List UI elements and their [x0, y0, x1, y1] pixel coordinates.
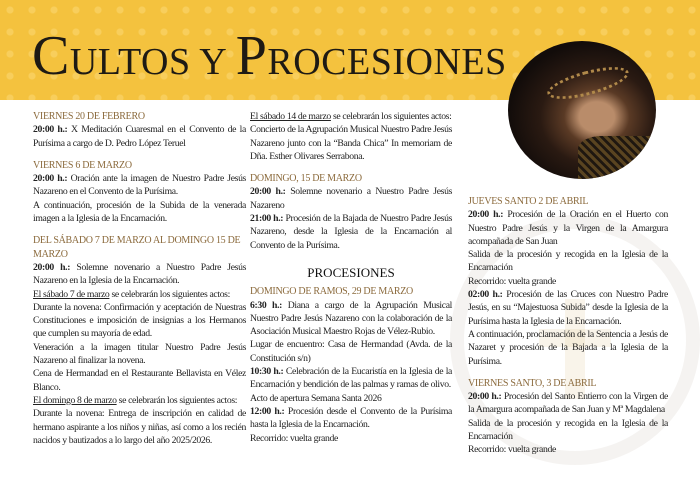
event-text: Solemne novenario a Nuestro Padre Jesús Nazareno en la Iglesia de la Encarnación.	[33, 261, 246, 287]
event-text: Salida de la procesión y recogida en la Iglesia de la Encarnación	[468, 249, 668, 274]
event-section	[468, 377, 668, 457]
event-text: Diana a cargo de la Agrupación Musical Nuestro Padre Jesús Nazareno con la colaboración de la Asociación Musical Maestro Rojas de Vélez-Rubio.	[250, 299, 452, 338]
event-text: Procesión desde el Convento de la Purísima hasta la Iglesia de la Encarnación.	[250, 405, 452, 431]
event-time: 12:00 h.:	[250, 405, 285, 417]
event-text: Recorrido: vuelta grande	[468, 444, 556, 456]
event-text: se celebrarán los siguientes actos:	[116, 394, 238, 406]
event-section	[250, 172, 452, 252]
title-initial-c: C	[32, 25, 70, 87]
event-paragraph	[33, 123, 246, 150]
event-date-heading: JUEVES SANTO 2 DE ABRIL	[468, 196, 589, 207]
event-time: 21:00 h.:	[250, 213, 284, 225]
page-title	[32, 25, 507, 87]
event-paragraph	[33, 261, 246, 288]
event-paragraph	[468, 417, 668, 444]
event-time: 20:00 h.:	[33, 173, 68, 185]
event-section	[250, 285, 452, 445]
event-paragraph	[250, 405, 452, 432]
event-text: Procesión de la Bajada de Nuestro Padre Jesús Nazareno, desde la Iglesia de la Encarnación al Convento de la Purísima.	[250, 213, 452, 251]
event-paragraph	[250, 432, 452, 445]
event-text: A continuación, proclamación de la Sentencia a Jesús de Nazaret y procesión de la Bajada a la Iglesia de la Purísima.	[468, 328, 668, 367]
event-date-heading: DEL SÁBADO 7 DE MARZO AL DOMINGO 15 DE MARZO	[33, 235, 241, 260]
event-date-underlined: El domingo 8 de marzo	[33, 394, 117, 406]
event-text: Oración ante la imagen de Nuestro Padre Jesús Nazareno en el Convento de la Purísima.	[33, 173, 246, 198]
event-paragraph	[33, 288, 246, 301]
event-text: Acto de apertura Semana Santa 2026	[250, 392, 382, 404]
event-time: 20:00 h.:	[33, 261, 71, 273]
event-paragraph	[250, 123, 452, 163]
column-3	[468, 195, 668, 466]
event-time: 10:30 h.:	[250, 366, 284, 378]
event-paragraph	[33, 407, 246, 447]
event-time: 20:00 h.:	[250, 186, 286, 198]
event-paragraph	[468, 328, 668, 368]
event-section	[468, 195, 668, 368]
event-paragraph	[33, 301, 246, 341]
procesiones-heading: PROCESIONES	[307, 264, 395, 280]
event-text: Concierto de la Agrupación Musical Nuestro Padre Jesús Nazareno junto con la “Banda Chica” In memoriam de Dña. Esther Olivares Serrabona.	[250, 124, 452, 162]
event-text: Procesión de las Cruces con Nuestro Padre Jesús, en su “Majestuosa Subida” desde la Iglesia de la Purísima hasta la Iglesia de la Encarnación.	[468, 289, 668, 327]
event-section	[33, 110, 246, 150]
event-paragraph	[468, 208, 668, 248]
jesus-nazareno-portrait-icon	[508, 41, 656, 179]
column-1	[33, 110, 246, 456]
event-section	[33, 159, 246, 225]
event-text: X Meditación Cuaresmal en el Convento de la Purísima a cargo de D. Pedro López Teruel	[33, 124, 246, 149]
event-text: Recorrido: vuelta grande	[468, 275, 556, 287]
event-time: 20:00 h.:	[468, 391, 502, 403]
event-paragraph	[250, 185, 452, 212]
title-word-1: ULTOS Y	[69, 41, 236, 83]
event-paragraph	[250, 365, 452, 392]
event-time: 20:00 h.:	[468, 209, 504, 221]
event-text: Procesión de la Oración en el Huerto con Nuestro Padre Jesús y la Virgen de la Amargura acompañada de San Juan	[468, 209, 668, 247]
event-date-heading: DOMINGO DE RAMOS, 29 DE MARZO	[250, 286, 413, 298]
event-text: se celebrarán los siguientes actos:	[109, 288, 230, 300]
event-paragraph	[33, 367, 246, 394]
event-paragraph	[468, 288, 668, 328]
event-paragraph	[468, 443, 668, 456]
event-paragraph	[250, 392, 452, 405]
event-paragraph	[33, 394, 246, 407]
event-text: Lugar de encuentro: Casa de Hermandad (Avda. de la Constitución s/n)	[250, 339, 452, 364]
event-paragraph	[33, 199, 246, 226]
event-paragraph	[468, 275, 668, 288]
event-paragraph	[250, 110, 452, 123]
event-paragraph	[250, 212, 452, 252]
event-paragraph	[250, 299, 452, 339]
event-date-underlined: El sábado 7 de marzo	[33, 288, 110, 300]
event-text: Procesión del Santo Entierro con la Virgen de la Amargura acompañada de San Juan y Mª Magdalena	[468, 391, 668, 416]
event-section	[250, 110, 452, 163]
event-text: Durante la novena: Confirmación y aceptación de Nuestras Constituciones e imposición de insignias a los Hermanos que cumplen su mayoría de edad.	[33, 301, 246, 340]
crown-of-thorns	[544, 61, 631, 106]
event-paragraph	[468, 390, 668, 417]
event-date-heading: DOMINGO, 15 DE MARZO	[250, 173, 362, 185]
event-text: se celebrarán los siguientes actos:	[330, 111, 452, 122]
event-time: 6:30 h.:	[250, 299, 283, 311]
event-text: A continuación, procesión de la Subida de la venerada imagen a la Iglesia de la Encarnación.	[33, 199, 246, 225]
event-text: Veneración a la imagen titular Nuestro Padre Jesús Nazareno al finalizar la novena.	[33, 341, 246, 367]
event-date-heading: VIERNES 6 DE MARZO	[33, 159, 132, 171]
event-date-heading: VIERNES SANTO, 3 DE ABRIL	[468, 377, 597, 389]
event-text: Celebración de la Eucaristía en la Iglesia de la Encarnación y bendición de las palmas y ramas de olivo.	[250, 366, 453, 391]
event-time: 20:00 h.:	[33, 124, 68, 136]
title-initial-p: P	[235, 25, 268, 87]
event-paragraph	[33, 341, 246, 368]
event-text: Durante la novena: Entrega de inscripción en calidad de hermano aspirante a los niños y niñas, así como a los recién nacidos y bautizados a lo largo del año 2025/2026.	[33, 408, 246, 446]
event-text: Solemne novenario a Nuestro Padre Jesús Nazareno	[250, 186, 452, 211]
event-paragraph	[468, 248, 668, 275]
event-text: Cena de Hermandad en el Restaurante Bellavista en Vélez Blanco.	[33, 368, 246, 393]
event-section	[33, 234, 246, 447]
event-text: Salida de la procesión y recogida en la Iglesia de la Encarnación	[468, 417, 668, 443]
event-paragraph	[33, 172, 246, 199]
robe	[578, 136, 656, 179]
event-paragraph	[250, 338, 452, 365]
event-date-heading: VIERNES 20 DE FEBRERO	[33, 111, 145, 122]
event-text: Recorrido: vuelta grande	[250, 432, 338, 444]
event-time: 02:00 h.:	[468, 289, 503, 301]
event-date-underlined: El sábado 14 de marzo	[250, 111, 331, 122]
title-word-2: ROCESIONES	[267, 41, 507, 83]
column-2	[250, 110, 452, 454]
